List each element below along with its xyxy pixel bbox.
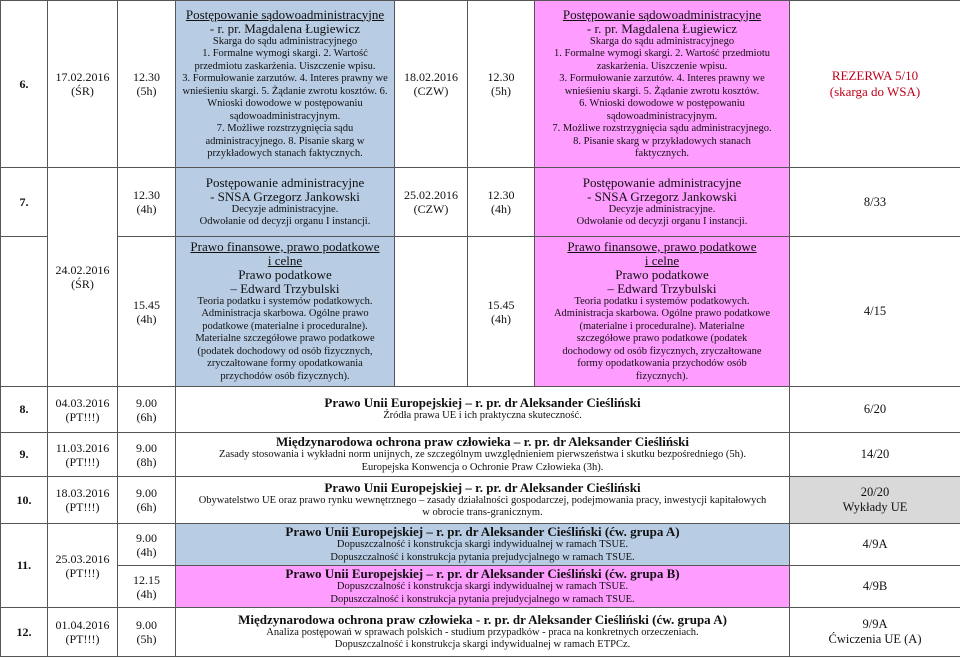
time: 12.15 (120, 573, 173, 587)
course-cell (176, 1, 395, 168)
row-number: 10. (1, 477, 48, 524)
date-cell (48, 168, 118, 387)
group-cell: 14/20 (790, 433, 960, 477)
desc-line: Wnioski dowodowe w postępowaniu (178, 98, 392, 111)
weekday: (CZW) (397, 202, 465, 216)
desc-line: 7. Możliwe rozstrzygnięcia sądu administracyjnego. (537, 123, 787, 136)
time: 12.30 (120, 70, 173, 84)
desc-line: (podatek dochodowy od osób fizycznych, (178, 346, 392, 359)
reserve-note: (skarga do WSA) (792, 84, 958, 100)
row-number-empty (1, 237, 48, 387)
desc-line: Europejska Konwencja o Ochronie Praw Człowieka (3h). (178, 462, 787, 475)
time: 12.30 (470, 188, 532, 202)
row-number: 8. (1, 387, 48, 433)
desc-line: Decyzje administracyjne. (178, 204, 392, 217)
reserve-label: REZERWA 5/10 (792, 68, 958, 84)
time: 12.30 (470, 70, 532, 84)
date-cell-empty (395, 237, 468, 387)
desc-line: (materialne i proceduralne). Materialne (537, 321, 787, 334)
course-cell (176, 433, 790, 477)
course-subtitle: Prawo podatkowe (537, 268, 787, 282)
desc-line: 3. Formułowanie zarzutów. 4. Interes prawny we (537, 73, 787, 86)
desc-line: Dopuszczalność i konstrukcja skargi indywidualnej w ramach TSUE. (178, 539, 787, 552)
hours: (5h) (120, 84, 173, 98)
desc-line: 3. Formułowanie zarzutów. 4. Interes prawny we (178, 73, 392, 86)
course-title: Postępowanie sądowoadministracyjne (178, 8, 392, 22)
desc-line: wnieśieniu skargi. 5. Żądanie zwrotu kosztów. 6. (178, 86, 392, 99)
desc-line: Teoria podatku i systemów podatkowych. (537, 296, 787, 309)
course-title: Postępowanie sądowoadministracyjne (537, 8, 787, 22)
course-cell (176, 168, 395, 237)
schedule-row-7 (1, 168, 960, 237)
desc-line: Dopuszczalność i konstrukcja skargi indywidualnej w ramach ETPCz. (178, 639, 787, 652)
date: 01.04.2016 (50, 618, 115, 632)
desc-line: dochodowy od osób fizycznych, zryczałtowane (537, 346, 787, 359)
row-number: 12. (1, 608, 48, 657)
group-cell (790, 477, 960, 524)
desc-line: wnieśieniu skargi. 5. Żądanie zwrotu kosztów. (537, 86, 787, 99)
course-cell-group-a (176, 524, 790, 566)
group-cell: 4/9B (790, 566, 960, 608)
desc-line: sądowoadministracyjnym. (537, 111, 787, 124)
desc-line: Administracja skarbowa. Ogólne prawo (178, 308, 392, 321)
course-cell (535, 1, 790, 168)
time-cell (118, 387, 176, 433)
time-cell (118, 168, 176, 237)
weekday: (ŚR) (50, 277, 115, 291)
time-cell (118, 477, 176, 524)
time: 15.45 (120, 298, 173, 312)
group-label: Wykłady UE (792, 500, 958, 515)
date-cell (395, 1, 468, 168)
time-cell (118, 524, 176, 566)
desc-line: Analiza postępowań w sprawach polskich - studium przypadków - praca na konkretnych orzeczeniach. (178, 627, 787, 640)
course-title: Prawo Unii Europejskiej – r. pr. dr Aleksander Cieśliński (178, 396, 787, 410)
desc-line: 1. Formalne wymogi skargi. 2. Wartość (178, 48, 392, 61)
group-cell (790, 608, 960, 657)
row-number: 7. (1, 168, 48, 237)
row-number: 11. (1, 524, 48, 608)
course-title: Prawo Unii Europejskiej – r. pr. dr Aleksander Cieśliński (ćw. grupa A) (178, 525, 787, 539)
course-title: Postępowanie administracyjne (537, 176, 787, 190)
time: 15.45 (470, 298, 532, 312)
desc-line: faktycznych. (537, 148, 787, 161)
weekday: (PT!!!) (50, 410, 115, 424)
schedule-row-7b (1, 237, 960, 387)
desc-line: podatkowe (materialne i proceduralne). (178, 321, 392, 334)
date: 25.02.2016 (397, 188, 465, 202)
date-cell (48, 477, 118, 524)
hours: (5h) (470, 84, 532, 98)
date: 04.03.2016 (50, 396, 115, 410)
course-cell (535, 237, 790, 387)
desc-line: administracyjnego. 8. Pisanie skarg w (178, 136, 392, 149)
course-title: Międzynarodowa ochrona praw człowieka – r. pr. dr Aleksander Cieśliński (178, 435, 787, 449)
time-cell (118, 433, 176, 477)
course-teacher: – Edward Trzybulski (537, 282, 787, 296)
desc-line: zryczałtowane formy opodatkowania (178, 358, 392, 371)
desc-line: zaskarżenia. Uiszczenie wpisu. (537, 61, 787, 74)
weekday: (PT!!!) (50, 632, 115, 646)
date: 17.02.2016 (50, 70, 115, 84)
desc-line: Odwołanie od decyzji organu I instancji. (178, 216, 392, 229)
hours: (4h) (120, 202, 173, 216)
schedule-row-8 (1, 387, 960, 433)
course-title-cont: i celne (537, 254, 787, 268)
time-cell (468, 168, 535, 237)
course-title: Prawo finansowe, prawo podatkowe (537, 240, 787, 254)
desc-line: przychodów osób fizycznych). (178, 371, 392, 384)
time: 9.00 (120, 618, 173, 632)
desc-line: 7. Możliwe rozstrzygnięcia sądu (178, 123, 392, 136)
date-cell (48, 608, 118, 657)
course-teacher: - SNSA Grzegorz Jankowski (537, 190, 787, 204)
time-cell (118, 1, 176, 168)
date: 18.02.2016 (397, 70, 465, 84)
group-cell (790, 1, 960, 168)
weekday: (ŚR) (50, 84, 115, 98)
hours: (6h) (120, 500, 173, 514)
course-teacher: – Edward Trzybulski (178, 282, 392, 296)
course-cell (535, 168, 790, 237)
time-cell (118, 608, 176, 657)
hours: (8h) (120, 455, 173, 469)
date: 25.03.2016 (50, 552, 115, 566)
hours: (4h) (470, 312, 532, 326)
date-cell (48, 433, 118, 477)
time-cell (118, 237, 176, 387)
date: 24.02.2016 (50, 263, 115, 277)
desc-line: Dopuszczalność i konstrukcja skargi indywidualnej w ramach TSUE. (178, 581, 787, 594)
group-cell: 8/33 (790, 168, 960, 237)
course-title-cont: i celne (178, 254, 392, 268)
course-teacher: - r. pr. Magdalena Ługiewicz (178, 22, 392, 36)
desc-line: przykładowych stanach faktycznych. (178, 148, 392, 161)
course-title: Postępowanie administracyjne (178, 176, 392, 190)
course-title: Prawo Unii Europejskiej – r. pr. dr Aleksander Cieśliński (ćw. grupa B) (178, 567, 787, 581)
group-cell: 4/15 (790, 237, 960, 387)
hours: (4h) (470, 202, 532, 216)
desc-line: Teoria podatku i systemów podatkowych. (178, 296, 392, 309)
group-count: 9/9A (792, 617, 958, 632)
desc-line: Decyzje administracyjne. (537, 204, 787, 217)
desc-line: Obywatelstwo UE oraz prawo rynku wewnętrznego – zasady działalności gospodarczej, podejmowania pracy, inwestycji kapitałowych (178, 495, 787, 508)
desc-line: szczegółowe prawo podatkowe (podatek (537, 333, 787, 346)
schedule-row-11b (1, 566, 960, 608)
date: 18.03.2016 (50, 486, 115, 500)
desc-line: Dopuszczalność i konstrukcja pytania prejudycjalnego w ramach TSUE. (178, 552, 787, 565)
desc-line: fizycznych). (537, 371, 787, 384)
weekday: (PT!!!) (50, 455, 115, 469)
desc-line: 1. Formalne wymogi skargi. 2. Wartość przedmiotu (537, 48, 787, 61)
time: 9.00 (120, 531, 173, 545)
course-title: Prawo finansowe, prawo podatkowe (178, 240, 392, 254)
hours: (4h) (120, 312, 173, 326)
schedule-row-11a (1, 524, 960, 566)
desc-line: sądowoadministracyjnym. (178, 111, 392, 124)
schedule-row-6 (1, 1, 960, 168)
course-description (178, 36, 392, 161)
time-cell (468, 237, 535, 387)
weekday: (PT!!!) (50, 566, 115, 580)
desc-line: Dopuszczalność i konstrukcja pytania prejudycjalnego w ramach TSUE. (178, 594, 787, 607)
course-title: Międzynarodowa ochrona praw człowieka - r. pr. dr Aleksander Cieśliński (ćw. grupa A) (178, 613, 787, 627)
time: 9.00 (120, 396, 173, 410)
course-cell (176, 608, 790, 657)
weekday: (CZW) (397, 84, 465, 98)
desc-line: Skarga do sądu administracyjnego (537, 36, 787, 49)
hours: (4h) (120, 545, 173, 559)
desc-line: Materialne szczegółowe prawo podatkowe (178, 333, 392, 346)
date-cell (48, 524, 118, 608)
group-cell: 6/20 (790, 387, 960, 433)
schedule-row-12 (1, 608, 960, 657)
schedule-row-10 (1, 477, 960, 524)
row-number: 9. (1, 433, 48, 477)
date: 11.03.2016 (50, 441, 115, 455)
time-cell (468, 1, 535, 168)
course-teacher: - r. pr. Magdalena Ługiewicz (537, 22, 787, 36)
course-teacher: - SNSA Grzegorz Jankowski (178, 190, 392, 204)
desc-line: formy opodatkowania przychodów osób (537, 358, 787, 371)
course-cell (176, 477, 790, 524)
desc-line: przedmiotu zaskarżenia. Uiszczenie wpisu. (178, 61, 392, 74)
group-count: 20/20 (792, 485, 958, 500)
time: 12.30 (120, 188, 173, 202)
time: 9.00 (120, 441, 173, 455)
course-cell-group-b (176, 566, 790, 608)
hours: (6h) (120, 410, 173, 424)
date-cell (48, 1, 118, 168)
desc-line: w obrocie trans-granicznym. (178, 507, 787, 520)
course-cell (176, 237, 395, 387)
course-description (537, 36, 787, 161)
desc-line: Skarga do sądu administracyjnego (178, 36, 392, 49)
hours: (4h) (120, 587, 173, 601)
course-cell (176, 387, 790, 433)
group-label: Ćwiczenia UE (A) (792, 632, 958, 647)
desc-line: Administracja skarbowa. Ogólne prawo podatkowe (537, 308, 787, 321)
date-cell (395, 168, 468, 237)
hours: (5h) (120, 632, 173, 646)
group-cell: 4/9A (790, 524, 960, 566)
course-title: Prawo Unii Europejskiej – r. pr. dr Aleksander Cieśliński (178, 481, 787, 495)
schedule-row-9 (1, 433, 960, 477)
course-subtitle: Prawo podatkowe (178, 268, 392, 282)
date-cell (48, 387, 118, 433)
course-description: Źródła prawa UE i ich praktyczna skuteczność. (178, 410, 787, 423)
desc-line: 6. Wnioski dowodowe w postępowaniu (537, 98, 787, 111)
desc-line: Zasady stosowania i wykładni norm unijnych, ze szczególnym uwzględnieniem pierwszeństwa i skutku bezpośredniego (5h). (178, 449, 787, 462)
desc-line: Odwołanie od decyzji organu I instancji. (537, 216, 787, 229)
time: 9.00 (120, 486, 173, 500)
desc-line: 8. Pisanie skarg w przykładowych stanach (537, 136, 787, 149)
row-number: 6. (1, 1, 48, 168)
weekday: (PT!!!) (50, 500, 115, 514)
time-cell (118, 566, 176, 608)
